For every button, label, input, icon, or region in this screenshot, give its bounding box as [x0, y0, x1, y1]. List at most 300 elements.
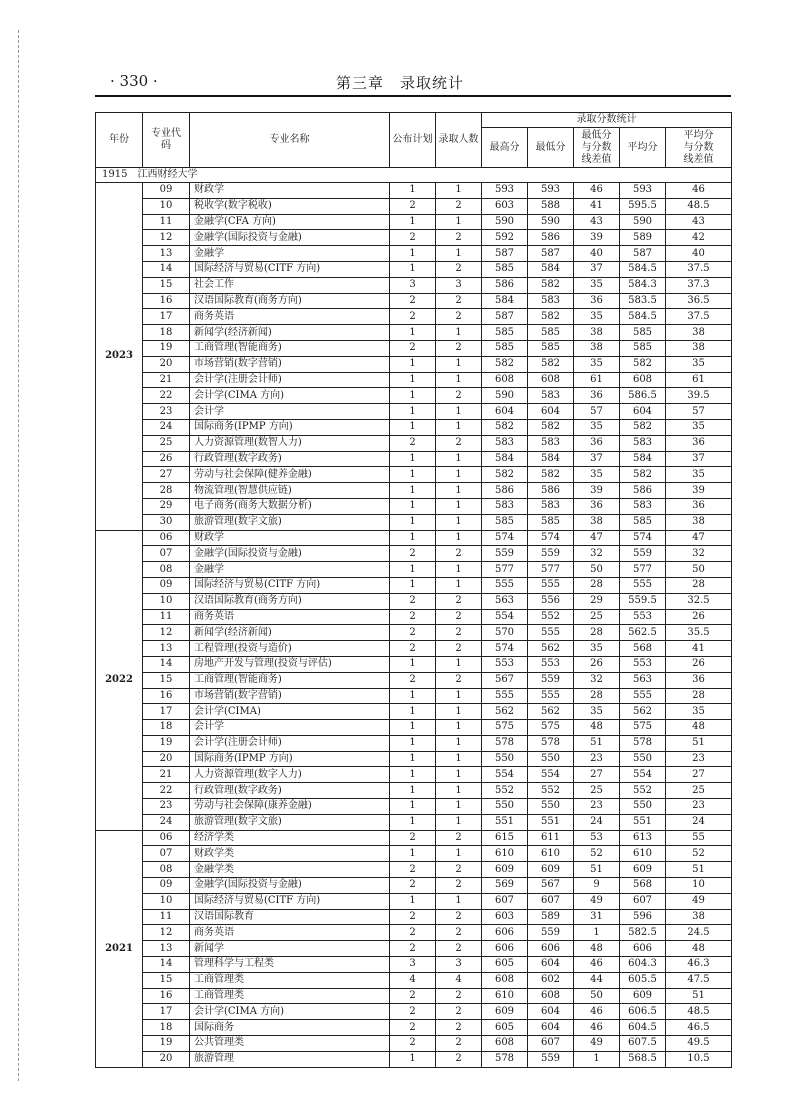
min-score-cell: 562: [528, 641, 574, 657]
major-name-cell: 金融学(国际投资与金融): [190, 546, 390, 562]
admitted-count-cell: 1: [436, 799, 482, 815]
avg-score-cell: 582.5: [620, 925, 666, 941]
plan-count-cell: 2: [390, 309, 436, 325]
year-cell: 2023: [96, 183, 143, 531]
major-name-cell: 金融学: [190, 562, 390, 578]
max-score-cell: 551: [482, 814, 528, 830]
min-diff-cell: 37: [574, 451, 620, 467]
avg-score-cell: 606.5: [620, 1004, 666, 1020]
major-name-cell: 经济学类: [190, 830, 390, 846]
min-score-cell: 593: [528, 183, 574, 199]
avg-diff-cell: 28: [666, 688, 732, 704]
min-score-cell: 582: [528, 277, 574, 293]
major-name-cell: 会计学(CIMA 方向): [190, 1004, 390, 1020]
admitted-count-cell: 2: [436, 1051, 482, 1067]
avg-diff-cell: 38: [666, 325, 732, 341]
avg-diff-cell: 37: [666, 451, 732, 467]
min-diff-cell: 50: [574, 562, 620, 578]
min-score-cell: 583: [528, 435, 574, 451]
max-score-cell: 608: [482, 1036, 528, 1052]
table-row: [96, 1004, 732, 1020]
avg-diff-cell: 36.5: [666, 293, 732, 309]
admitted-count-cell: 1: [436, 893, 482, 909]
major-code-cell: 18: [143, 720, 190, 736]
major-code-cell: 16: [143, 293, 190, 309]
admitted-count-cell: 2: [436, 672, 482, 688]
max-score-cell: 574: [482, 530, 528, 546]
plan-count-cell: 1: [390, 183, 436, 199]
table-row: [96, 483, 732, 499]
avg-diff-cell: 43: [666, 214, 732, 230]
plan-count-cell: 2: [390, 941, 436, 957]
avg-score-cell: 578: [620, 735, 666, 751]
avg-diff-cell: 36: [666, 498, 732, 514]
max-score-cell: 606: [482, 941, 528, 957]
major-code-cell: 15: [143, 277, 190, 293]
avg-diff-cell: 51: [666, 735, 732, 751]
plan-count-cell: 2: [390, 925, 436, 941]
table-row: [96, 862, 732, 878]
admitted-count-cell: 3: [436, 957, 482, 973]
avg-diff-cell: 28: [666, 577, 732, 593]
col-score-group: 录取分数统计: [482, 113, 732, 128]
admitted-count-cell: 1: [436, 846, 482, 862]
min-diff-cell: 1: [574, 925, 620, 941]
table-row: [96, 246, 732, 262]
major-name-cell: 工商管理类: [190, 988, 390, 1004]
plan-count-cell: 1: [390, 514, 436, 530]
max-score-cell: 554: [482, 609, 528, 625]
major-code-cell: 21: [143, 767, 190, 783]
min-diff-cell: 35: [574, 277, 620, 293]
avg-diff-cell: 48: [666, 941, 732, 957]
admission-score-table: [95, 112, 732, 1068]
avg-diff-cell: 49: [666, 893, 732, 909]
major-code-cell: 23: [143, 799, 190, 815]
plan-count-cell: 2: [390, 909, 436, 925]
min-diff-cell: 9: [574, 878, 620, 894]
table-row: [96, 183, 732, 199]
avg-score-cell: 604: [620, 404, 666, 420]
min-score-cell: 606: [528, 941, 574, 957]
min-diff-cell: 47: [574, 530, 620, 546]
min-score-cell: 604: [528, 1020, 574, 1036]
min-diff-cell: 46: [574, 957, 620, 973]
table-row: [96, 988, 732, 1004]
max-score-cell: 563: [482, 593, 528, 609]
avg-diff-cell: 40: [666, 246, 732, 262]
major-name-cell: 工商管理(智能商务): [190, 672, 390, 688]
page-number: · 330 ·: [110, 72, 158, 90]
avg-score-cell: 575: [620, 720, 666, 736]
min-diff-cell: 36: [574, 293, 620, 309]
min-diff-cell: 40: [574, 246, 620, 262]
avg-diff-cell: 37.5: [666, 261, 732, 277]
min-score-cell: 583: [528, 293, 574, 309]
admitted-count-cell: 2: [436, 1036, 482, 1052]
min-diff-cell: 32: [574, 672, 620, 688]
min-diff-cell: 48: [574, 720, 620, 736]
major-code-cell: 12: [143, 925, 190, 941]
admitted-count-cell: 2: [436, 198, 482, 214]
avg-score-cell: 563: [620, 672, 666, 688]
max-score-cell: 577: [482, 562, 528, 578]
plan-count-cell: 1: [390, 688, 436, 704]
avg-diff-cell: 26: [666, 609, 732, 625]
min-score-cell: 550: [528, 799, 574, 815]
table-row: [96, 198, 732, 214]
table-row: [96, 562, 732, 578]
max-score-cell: 550: [482, 751, 528, 767]
avg-score-cell: 574: [620, 530, 666, 546]
major-code-cell: 15: [143, 972, 190, 988]
major-code-cell: 10: [143, 593, 190, 609]
admitted-count-cell: 2: [436, 230, 482, 246]
plan-count-cell: 1: [390, 562, 436, 578]
major-code-cell: 12: [143, 625, 190, 641]
min-diff-cell: 23: [574, 751, 620, 767]
avg-diff-cell: 35.5: [666, 625, 732, 641]
avg-score-cell: 584.5: [620, 261, 666, 277]
major-name-cell: 会计学(CIMA 方向): [190, 388, 390, 404]
col-max: 最高分: [482, 128, 528, 168]
admitted-count-cell: 1: [436, 419, 482, 435]
major-name-cell: 旅游管理: [190, 1051, 390, 1067]
max-score-cell: 583: [482, 435, 528, 451]
major-name-cell: 社会工作: [190, 277, 390, 293]
plan-count-cell: 1: [390, 404, 436, 420]
table-row: [96, 909, 732, 925]
major-name-cell: 会计学: [190, 404, 390, 420]
min-diff-cell: 25: [574, 783, 620, 799]
avg-diff-cell: 39: [666, 483, 732, 499]
avg-score-cell: 577: [620, 562, 666, 578]
major-code-cell: 17: [143, 1004, 190, 1020]
min-diff-cell: 61: [574, 372, 620, 388]
table-row: [96, 925, 732, 941]
min-score-cell: 559: [528, 925, 574, 941]
table-row: [96, 641, 732, 657]
table-row: [96, 893, 732, 909]
plan-count-cell: 1: [390, 372, 436, 388]
admitted-count-cell: 1: [436, 451, 482, 467]
major-code-cell: 24: [143, 814, 190, 830]
admitted-count-cell: 1: [436, 356, 482, 372]
col-year: 年份: [96, 113, 143, 168]
major-code-cell: 21: [143, 372, 190, 388]
plan-count-cell: 1: [390, 451, 436, 467]
admitted-count-cell: 1: [436, 183, 482, 199]
avg-diff-cell: 48.5: [666, 1004, 732, 1020]
plan-count-cell: 2: [390, 230, 436, 246]
avg-diff-cell: 32.5: [666, 593, 732, 609]
avg-diff-cell: 51: [666, 862, 732, 878]
school-row: 1915 江西财经大学: [96, 168, 732, 183]
major-name-cell: 财政学: [190, 530, 390, 546]
admitted-count-cell: 2: [436, 1004, 482, 1020]
major-name-cell: 金融学: [190, 246, 390, 262]
major-code-cell: 12: [143, 230, 190, 246]
admitted-count-cell: 4: [436, 972, 482, 988]
min-score-cell: 584: [528, 451, 574, 467]
major-code-cell: 16: [143, 688, 190, 704]
max-score-cell: 609: [482, 862, 528, 878]
table-row: [96, 1036, 732, 1052]
min-diff-cell: 48: [574, 941, 620, 957]
min-score-cell: 607: [528, 1036, 574, 1052]
plan-count-cell: 1: [390, 325, 436, 341]
min-score-cell: 590: [528, 214, 574, 230]
min-diff-cell: 52: [574, 846, 620, 862]
admitted-count-cell: 2: [436, 909, 482, 925]
max-score-cell: 553: [482, 656, 528, 672]
avg-score-cell: 559.5: [620, 593, 666, 609]
binding-margin-line: [18, 30, 19, 1081]
plan-count-cell: 2: [390, 435, 436, 451]
table-row: [96, 404, 732, 420]
avg-diff-cell: 50: [666, 562, 732, 578]
avg-diff-cell: 47: [666, 530, 732, 546]
min-score-cell: 562: [528, 704, 574, 720]
avg-score-cell: 585: [620, 340, 666, 356]
min-score-cell: 552: [528, 783, 574, 799]
major-code-cell: 14: [143, 656, 190, 672]
max-score-cell: 582: [482, 419, 528, 435]
admitted-count-cell: 1: [436, 751, 482, 767]
major-code-cell: 08: [143, 562, 190, 578]
avg-score-cell: 589: [620, 230, 666, 246]
major-name-cell: 劳动与社会保障(康养金融): [190, 799, 390, 815]
plan-count-cell: 1: [390, 530, 436, 546]
table-row: [96, 625, 732, 641]
max-score-cell: 582: [482, 467, 528, 483]
avg-score-cell: 550: [620, 799, 666, 815]
admitted-count-cell: 2: [436, 830, 482, 846]
avg-diff-cell: 35: [666, 356, 732, 372]
plan-count-cell: 2: [390, 609, 436, 625]
min-diff-cell: 50: [574, 988, 620, 1004]
max-score-cell: 610: [482, 988, 528, 1004]
max-score-cell: 603: [482, 909, 528, 925]
avg-diff-cell: 55: [666, 830, 732, 846]
max-score-cell: 610: [482, 846, 528, 862]
avg-score-cell: 604.3: [620, 957, 666, 973]
plan-count-cell: 1: [390, 783, 436, 799]
min-score-cell: 555: [528, 577, 574, 593]
min-score-cell: 555: [528, 625, 574, 641]
max-score-cell: 607: [482, 893, 528, 909]
plan-count-cell: 2: [390, 641, 436, 657]
avg-diff-cell: 48: [666, 720, 732, 736]
major-code-cell: 11: [143, 909, 190, 925]
major-code-cell: 10: [143, 198, 190, 214]
year-cell: 2021: [96, 830, 143, 1067]
min-score-cell: 602: [528, 972, 574, 988]
major-name-cell: 汉语国际教育(商务方向): [190, 293, 390, 309]
major-name-cell: 劳动与社会保障(健养金融): [190, 467, 390, 483]
major-name-cell: 物流管理(智慧供应链): [190, 483, 390, 499]
min-diff-cell: 28: [574, 577, 620, 593]
table-row: [96, 498, 732, 514]
admitted-count-cell: 2: [436, 293, 482, 309]
major-name-cell: 电子商务(商务大数据分析): [190, 498, 390, 514]
major-name-cell: 新闻学(经济新闻): [190, 325, 390, 341]
major-name-cell: 金融学类: [190, 862, 390, 878]
major-name-cell: 工商管理类: [190, 972, 390, 988]
major-name-cell: 管理科学与工程类: [190, 957, 390, 973]
admitted-count-cell: 1: [436, 404, 482, 420]
admitted-count-cell: 1: [436, 688, 482, 704]
max-score-cell: 574: [482, 641, 528, 657]
avg-score-cell: 584: [620, 451, 666, 467]
avg-score-cell: 583: [620, 435, 666, 451]
avg-score-cell: 584.5: [620, 309, 666, 325]
max-score-cell: 592: [482, 230, 528, 246]
plan-count-cell: 1: [390, 356, 436, 372]
min-diff-cell: 35: [574, 641, 620, 657]
max-score-cell: 570: [482, 625, 528, 641]
major-code-cell: 22: [143, 388, 190, 404]
min-diff-cell: 51: [574, 862, 620, 878]
avg-diff-cell: 24.5: [666, 925, 732, 941]
col-avg-diff: 平均分与分数线差值: [666, 128, 732, 168]
major-code-cell: 14: [143, 957, 190, 973]
min-score-cell: 586: [528, 230, 574, 246]
min-diff-cell: 39: [574, 230, 620, 246]
avg-score-cell: 550: [620, 751, 666, 767]
plan-count-cell: 2: [390, 878, 436, 894]
max-score-cell: 578: [482, 735, 528, 751]
plan-count-cell: 1: [390, 1051, 436, 1067]
avg-diff-cell: 27: [666, 767, 732, 783]
min-score-cell: 559: [528, 672, 574, 688]
min-diff-cell: 28: [574, 625, 620, 641]
avg-diff-cell: 35: [666, 467, 732, 483]
major-code-cell: 23: [143, 404, 190, 420]
admitted-count-cell: 2: [436, 988, 482, 1004]
major-code-cell: 29: [143, 498, 190, 514]
min-score-cell: 609: [528, 862, 574, 878]
major-name-cell: 市场营销(数字营销): [190, 356, 390, 372]
major-code-cell: 26: [143, 451, 190, 467]
table-row: [96, 419, 732, 435]
major-name-cell: 公共管理类: [190, 1036, 390, 1052]
plan-count-cell: 1: [390, 767, 436, 783]
min-diff-cell: 49: [574, 893, 620, 909]
avg-diff-cell: 37.5: [666, 309, 732, 325]
table-row: [96, 467, 732, 483]
max-score-cell: 552: [482, 783, 528, 799]
max-score-cell: 575: [482, 720, 528, 736]
min-diff-cell: 36: [574, 498, 620, 514]
major-code-cell: 09: [143, 183, 190, 199]
admitted-count-cell: 1: [436, 530, 482, 546]
min-diff-cell: 38: [574, 340, 620, 356]
max-score-cell: 550: [482, 799, 528, 815]
max-score-cell: 608: [482, 372, 528, 388]
avg-diff-cell: 26: [666, 656, 732, 672]
admitted-count-cell: 1: [436, 214, 482, 230]
major-code-cell: 30: [143, 514, 190, 530]
major-code-cell: 15: [143, 672, 190, 688]
plan-count-cell: 1: [390, 704, 436, 720]
plan-count-cell: 2: [390, 546, 436, 562]
major-code-cell: 25: [143, 435, 190, 451]
max-score-cell: 559: [482, 546, 528, 562]
major-name-cell: 税收学(数字税收): [190, 198, 390, 214]
min-score-cell: 582: [528, 467, 574, 483]
plan-count-cell: 3: [390, 277, 436, 293]
table-row: [96, 261, 732, 277]
major-name-cell: 汉语国际教育(商务方向): [190, 593, 390, 609]
min-score-cell: 552: [528, 609, 574, 625]
table-row: [96, 814, 732, 830]
admitted-count-cell: 2: [436, 641, 482, 657]
table-row: [96, 672, 732, 688]
max-score-cell: 587: [482, 246, 528, 262]
admitted-count-cell: 1: [436, 783, 482, 799]
min-score-cell: 604: [528, 1004, 574, 1020]
min-diff-cell: 38: [574, 325, 620, 341]
max-score-cell: 605: [482, 1020, 528, 1036]
avg-diff-cell: 25: [666, 783, 732, 799]
col-avg: 平均分: [620, 128, 666, 168]
major-name-cell: 国际商务(IPMP 方向): [190, 751, 390, 767]
admitted-count-cell: 2: [436, 925, 482, 941]
major-code-cell: 20: [143, 1051, 190, 1067]
admitted-count-cell: 1: [436, 483, 482, 499]
major-name-cell: 行政管理(数字政务): [190, 451, 390, 467]
col-admitted: 录取人数: [436, 113, 482, 168]
table-row: [96, 735, 732, 751]
plan-count-cell: 2: [390, 625, 436, 641]
min-score-cell: 585: [528, 325, 574, 341]
min-diff-cell: 46: [574, 183, 620, 199]
plan-count-cell: 2: [390, 198, 436, 214]
avg-score-cell: 584.3: [620, 277, 666, 293]
admitted-count-cell: 1: [436, 467, 482, 483]
major-code-cell: 24: [143, 419, 190, 435]
min-score-cell: 574: [528, 530, 574, 546]
plan-count-cell: 2: [390, 1020, 436, 1036]
admitted-count-cell: 2: [436, 388, 482, 404]
major-code-cell: 14: [143, 261, 190, 277]
admitted-count-cell: 2: [436, 309, 482, 325]
major-name-cell: 旅游管理(数字文旅): [190, 514, 390, 530]
col-min-diff: 最低分与分数线差值: [574, 128, 620, 168]
plan-count-cell: 1: [390, 419, 436, 435]
min-diff-cell: 37: [574, 261, 620, 277]
major-code-cell: 19: [143, 1036, 190, 1052]
major-code-cell: 10: [143, 893, 190, 909]
min-diff-cell: 24: [574, 814, 620, 830]
plan-count-cell: 2: [390, 340, 436, 356]
major-name-cell: 旅游管理(数字文旅): [190, 814, 390, 830]
min-score-cell: 582: [528, 309, 574, 325]
avg-score-cell: 607.5: [620, 1036, 666, 1052]
plan-count-cell: 1: [390, 388, 436, 404]
table-row: [96, 230, 732, 246]
avg-score-cell: 582: [620, 467, 666, 483]
min-diff-cell: 36: [574, 388, 620, 404]
max-score-cell: 555: [482, 577, 528, 593]
avg-score-cell: 607: [620, 893, 666, 909]
avg-diff-cell: 52: [666, 846, 732, 862]
avg-score-cell: 609: [620, 988, 666, 1004]
max-score-cell: 585: [482, 514, 528, 530]
plan-count-cell: 1: [390, 261, 436, 277]
major-code-cell: 22: [143, 783, 190, 799]
